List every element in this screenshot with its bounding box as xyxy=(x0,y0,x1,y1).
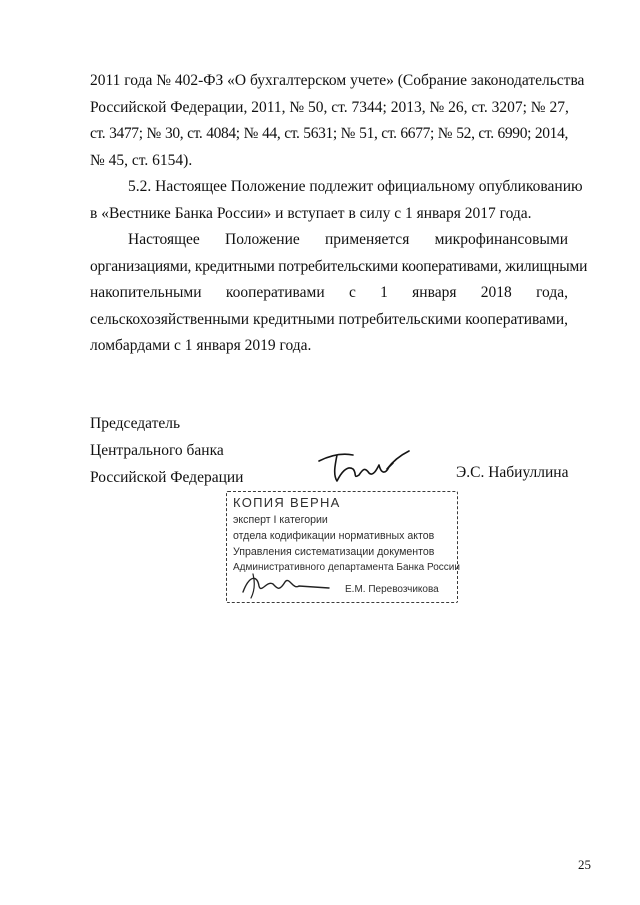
text-line: накопительными кооперативами с 1 января 2018 года, xyxy=(90,284,568,301)
signatory-title-line: Председатель xyxy=(90,415,181,432)
text-line: ломбардами с 1 января 2019 года. xyxy=(90,337,312,354)
signatory-title xyxy=(90,410,243,491)
text-line: сельскохозяйственными кредитными потребительскими кооперативами, xyxy=(90,310,568,328)
text-line: 2011 года № 402-ФЗ «О бухгалтерском учете» (Собрание законодательства xyxy=(90,72,585,89)
stamp-signature xyxy=(233,570,333,600)
signatory-title-line: Российской Федерации xyxy=(90,469,244,486)
text-line: 5.2. Настоящее Положение подлежит официальному опубликованию xyxy=(128,178,583,195)
text-line: ст. 3477; № 30, ст. 4084; № 44, ст. 5631; № 51, ст. 6677; № 52, ст. 6990; 2014, xyxy=(90,125,568,142)
stamp-line: эксперт I категории xyxy=(233,514,328,526)
signatory-title-line: Центрального банка xyxy=(90,442,224,459)
text-line: в «Вестнике Банка России» и вступает в силу с 1 января 2017 года. xyxy=(90,204,532,222)
stamp-line: отдела кодификации нормативных актов xyxy=(233,530,435,542)
certification-stamp xyxy=(226,491,458,603)
stamp-line: Управления систематизации документов xyxy=(233,546,435,558)
text-line: организациями, кредитными потребительскими кооперативами, жилищными xyxy=(90,257,588,275)
signatory-name: Э.С. Набиуллина xyxy=(456,464,569,481)
handwritten-signature xyxy=(313,443,413,487)
stamp-name: Е.М. Перевозчикова xyxy=(345,584,439,595)
page-number: 25 xyxy=(578,857,591,872)
paragraph-5-2 xyxy=(90,174,583,227)
stamp-title: КОПИЯ ВЕРНА xyxy=(233,495,341,510)
text-line: Настоящее Положение применяется микрофинансовыми xyxy=(128,231,568,248)
paragraph-legal-reference xyxy=(90,68,585,174)
stamp-line: Административного департамента Банка России xyxy=(233,562,460,573)
text-line: Российской Федерации, 2011, № 50, ст. 7344; 2013, № 26, ст. 3207; № 27, xyxy=(90,98,569,116)
paragraph-application xyxy=(90,227,588,360)
text-line: № 45, ст. 6154). xyxy=(90,151,193,169)
